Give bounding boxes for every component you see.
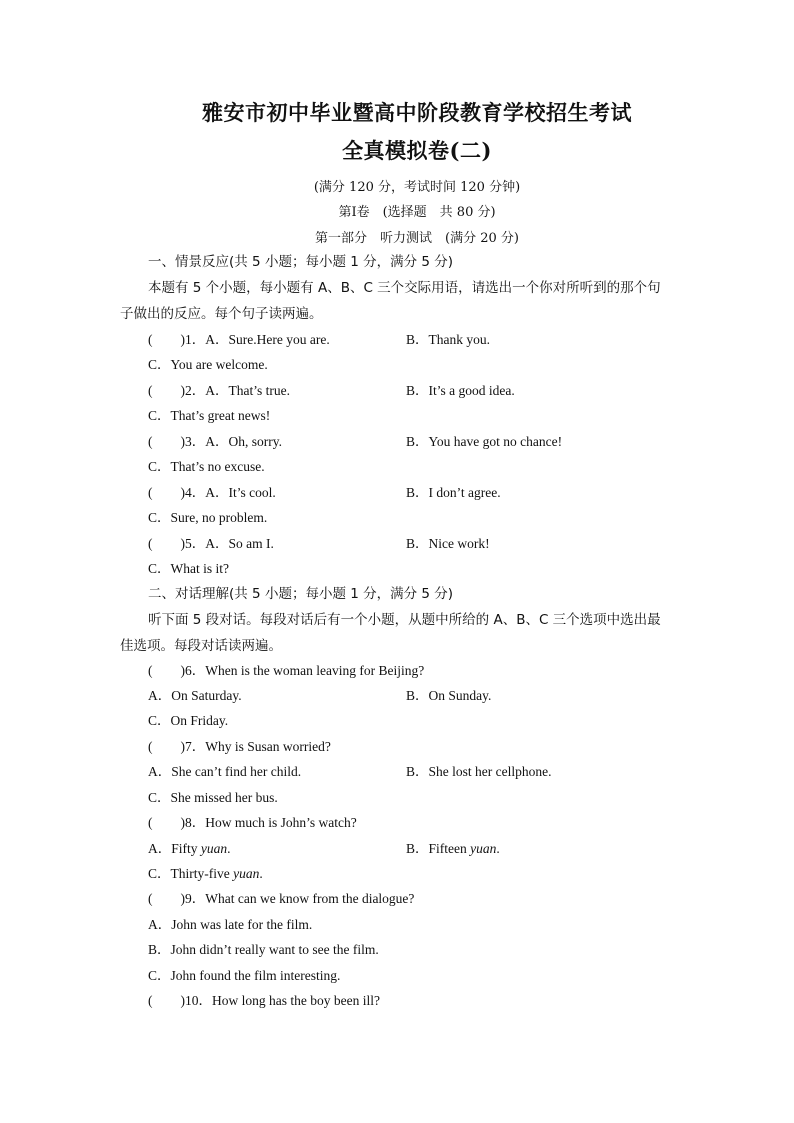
question-6-option-c: C．On Friday. [148,713,229,728]
answer-paren: ( [148,332,153,347]
volume-heading: 第Ⅰ卷 (选择题 共 80 分) [338,205,496,220]
question-7-stem: )7．Why is Susan worried? [180,739,331,754]
answer-paren: ( [148,663,153,678]
exam-info: (满分 120 分，考试时间 120 分钟) [313,180,521,195]
question-8-option-a [148,837,231,857]
answer-paren: ( [148,434,153,449]
section1-heading: 一、情景反应(共 5 小题；每小题 1 分，满分 5 分) [148,254,454,270]
question-8 [148,811,357,831]
question-4-option-b: B．I don’t agree. [406,485,501,500]
option-currency: yuan [200,841,228,856]
question-2-option-b: B．It’s a good idea. [406,383,515,398]
question-1-option-a: )1．A．Sure.Here you are. [180,332,330,347]
question-5-option-c: C．What is it? [148,561,229,576]
question-3-option-c: C．That’s no excuse. [148,459,265,474]
question-6-option-b: B．On Sunday. [406,688,492,703]
answer-paren: ( [148,993,153,1008]
question-10-stem: )10．How long has the boy been ill? [180,993,380,1008]
option-currency: yuan [233,866,260,881]
exam-title: 雅安市初中毕业暨高中阶段教育学校招生考试 [202,100,632,125]
question-8-option-b [406,837,500,857]
answer-paren: ( [148,536,153,551]
option-period: . [496,841,500,856]
question-2-option-a: )2．A．That’s true. [180,383,290,398]
option-text: B．Fifteen [406,841,471,856]
option-period: . [227,841,231,856]
question-3-option-a: )3．A．Oh, sorry. [180,434,282,449]
question-1-option-b: B．Thank you. [406,332,490,347]
answer-paren: ( [148,815,153,830]
question-9 [148,887,414,907]
question-1-option-c: C．You are welcome. [148,357,268,372]
question-2-option-c: C．That’s great news! [148,408,271,423]
question-6-option-a: A．On Saturday. [148,688,242,703]
part-heading: 第一部分 听力测试 (满分 20 分) [315,231,519,246]
question-5-option-a: )5．A．So am I. [180,536,274,551]
answer-paren: ( [148,485,153,500]
question-6-stem: )6．When is the woman leaving for Beijing? [180,663,425,678]
section1-instruction-line1: 本题有 5 个小题，每小题有 A、B、C 三个交际用语，请选出一个你对所听到的那个句 [148,280,661,296]
answer-paren: ( [148,891,153,906]
question-3-option-b: B．You have got no chance! [406,434,563,449]
question-7 [148,735,331,755]
question-9-option-a: A．John was late for the film. [148,917,313,932]
question-7-option-b: B．She lost her cellphone. [406,764,552,779]
option-text: C．Thirty-five [148,866,234,881]
question-3 [148,430,282,450]
question-8-stem: )8．How much is John’s watch? [180,815,357,830]
question-5 [148,532,274,552]
section2-instruction-line2: 佳选项。每段对话读两遍。 [120,638,282,654]
question-4 [148,481,276,501]
question-10 [148,989,380,1009]
question-8-option-c [148,862,263,882]
question-1 [148,328,330,348]
question-9-stem: )9．What can we know from the dialogue? [180,891,415,906]
question-7-option-a: A．She can’t find her child. [148,764,302,779]
question-7-option-c: C．She missed her bus. [148,790,278,805]
question-4-option-c: C．Sure, no problem. [148,510,268,525]
question-9-option-b: B．John didn’t really want to see the film. [148,942,379,957]
answer-paren: ( [148,383,153,398]
option-period: . [259,866,263,881]
question-4-option-a: )4．A．It’s cool. [180,485,276,500]
section2-heading: 二、对话理解(共 5 小题；每小题 1 分，满分 5 分) [148,586,454,602]
answer-paren: ( [148,739,153,754]
exam-subtitle: 全真模拟卷(二) [342,138,492,163]
question-5-option-b: B．Nice work! [406,536,490,551]
question-6 [148,659,424,679]
question-2 [148,379,290,399]
option-text: A．Fifty [148,841,201,856]
section1-instruction-line2: 子做出的反应。每个句子读两遍。 [120,306,323,322]
question-9-option-c: C．John found the film interesting. [148,968,341,983]
option-currency: yuan [470,841,497,856]
section2-instruction-line1: 听下面 5 段对话。每段对话后有一个小题，从题中所给的 A、B、C 三个选项中选出最 [148,612,661,628]
